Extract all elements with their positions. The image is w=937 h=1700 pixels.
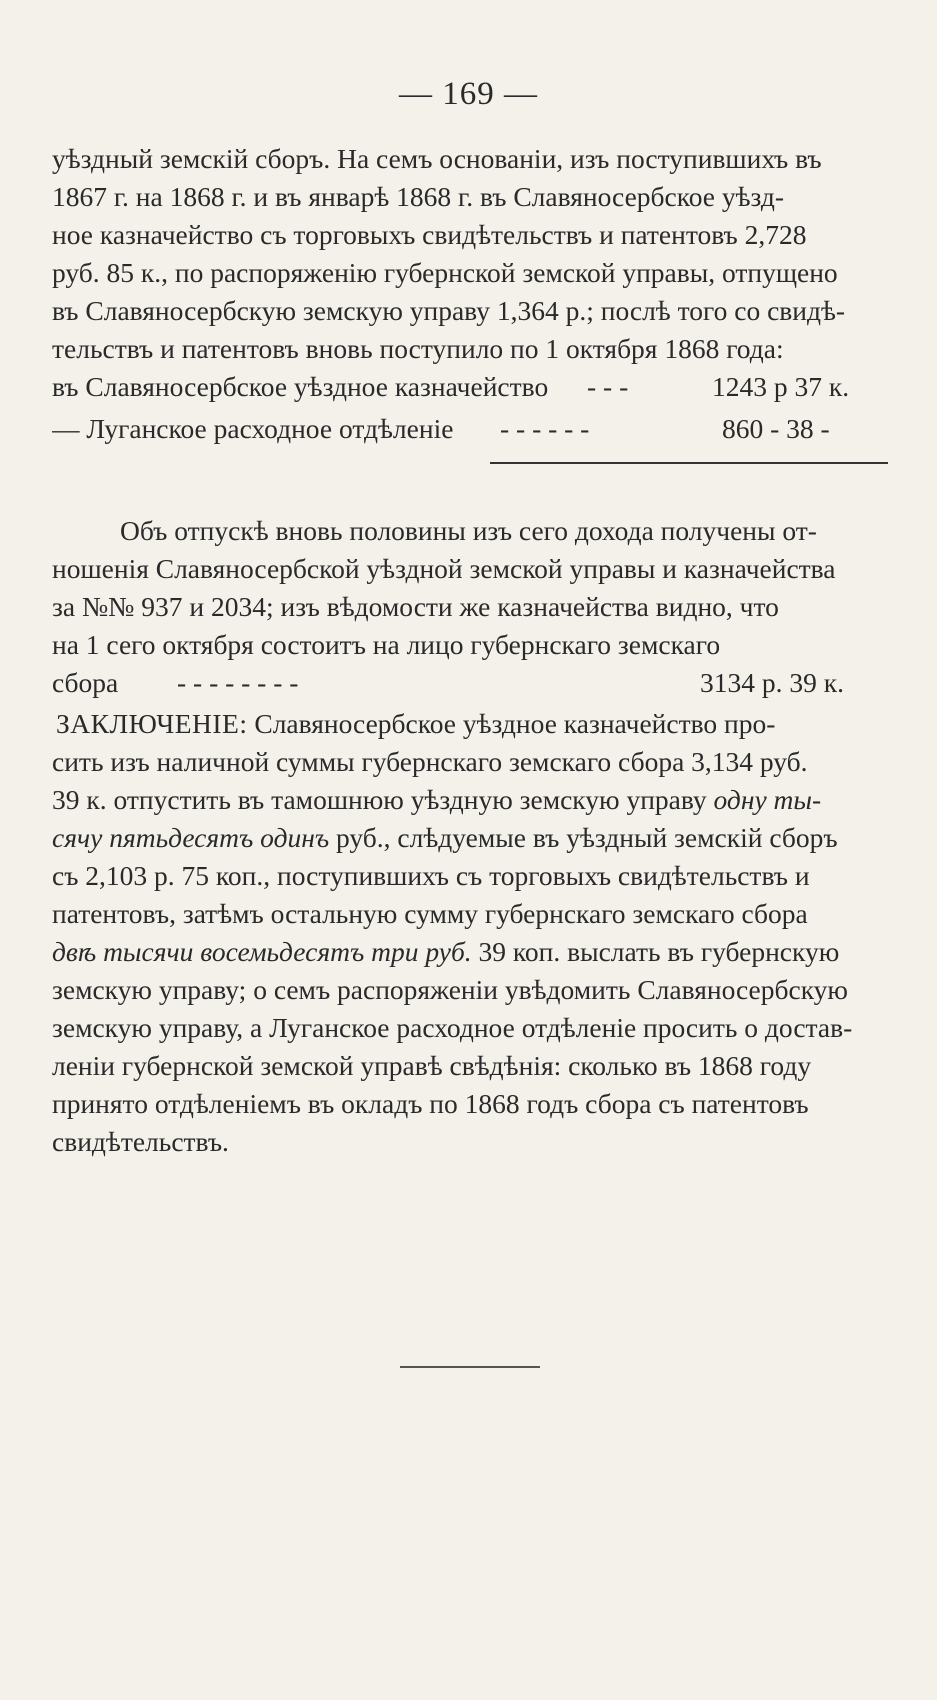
leader-dashes: - - -: [587, 371, 629, 402]
text-line: земскую управу, а Луганское расходное отдѣленіе просить о достав-: [52, 1012, 853, 1043]
account-row-lugansk: [52, 410, 890, 448]
conclusion-text: Славяносербское уѣздное казначейство про-: [254, 708, 776, 739]
collection-label: сбора: [52, 667, 119, 698]
text-line: руб. 85 к., по распоряженію губернской земской управы, отпущено: [52, 257, 838, 288]
text-line: ношенія Славяносербской уѣздной земской управы и казначейства: [52, 553, 836, 584]
text-run: 39 коп. выслать въ губернскую: [478, 936, 840, 967]
italic-amount: сячу пятьдесятъ одинъ: [52, 822, 330, 853]
sum-rule: [490, 462, 888, 464]
account-label: въ Славяносербское уѣздное казначейство: [52, 371, 549, 402]
end-rule: [400, 1366, 540, 1368]
collection-row: [52, 664, 890, 702]
text-line: Объ отпускѣ вновь половины изъ сего дохода получены от-: [120, 515, 817, 546]
italic-amount: двѣ тысячи восемьдесятъ три руб.: [52, 936, 472, 967]
text-line: ное казначейство съ торговыхъ свидѣтельствъ и патентовъ 2,728: [52, 219, 807, 250]
text-line: въ Славяносербскую земскую управу 1,364 р.; послѣ того со свидѣ-: [52, 295, 846, 326]
text-line: принято отдѣленіемъ въ окладъ по 1868 годъ сбора съ патентовъ: [52, 1088, 809, 1119]
text-run: 39 к. отпустить въ тамошнюю уѣздную земскую управу: [52, 784, 707, 815]
text-line: [52, 819, 890, 857]
text-line: земскую управу; о семъ распоряженіи увѣдомить Славяносербскую: [52, 974, 848, 1005]
text-line: [52, 781, 890, 819]
text-line: сить изъ наличной суммы губернскаго земскаго сбора 3,134 руб.: [52, 746, 808, 777]
page-number: — 169 —: [399, 76, 538, 112]
account-amount: 1243 р 37 к.: [712, 371, 850, 402]
account-row-treasury: [52, 368, 890, 406]
text-line: 1867 г. на 1868 г. и въ январѣ 1868 г. въ Славяносербское уѣзд-: [52, 181, 785, 212]
text-line: тельствъ и патентовъ вновь поступило по 1 октября 1868 года:: [52, 333, 784, 364]
text-line: [52, 933, 890, 971]
text-line: леніи губернской земской управѣ свѣдѣнія: сколько въ 1868 году: [52, 1050, 812, 1081]
text-line: свидѣтельствъ.: [52, 1126, 229, 1157]
text-line: съ 2,103 р. 75 коп., поступившихъ съ торговыхъ свидѣтельствъ и: [52, 860, 810, 891]
text-line: патентовъ, затѣмъ остальную сумму губернскаго земскаго сбора: [52, 898, 808, 929]
account-label: — Луганское расходное отдѣленіе: [52, 413, 454, 444]
text-line: на 1 сего октября состоитъ на лицо губернскаго земскаго: [52, 629, 721, 660]
account-amount: 860 - 38 -: [722, 413, 830, 444]
collection-amount: 3134 р. 39 к.: [700, 667, 844, 698]
italic-amount: одну ты-: [713, 784, 822, 815]
text-run: руб., слѣдуемые въ уѣздный земскій сборъ: [336, 822, 838, 853]
leader-dashes: - - - - - -: [500, 413, 590, 444]
text-line: уѣздный земскій сборъ. На семъ основаніи, изъ поступившихъ въ: [52, 143, 822, 174]
leader-dashes: - - - - - - - -: [177, 667, 299, 698]
conclusion-line: [56, 705, 890, 743]
text-line: за №№ 937 и 2034; изъ вѣдомости же казначейства видно, что: [52, 591, 779, 622]
conclusion-heading: ЗАКЛЮЧЕНІЕ:: [56, 708, 248, 739]
